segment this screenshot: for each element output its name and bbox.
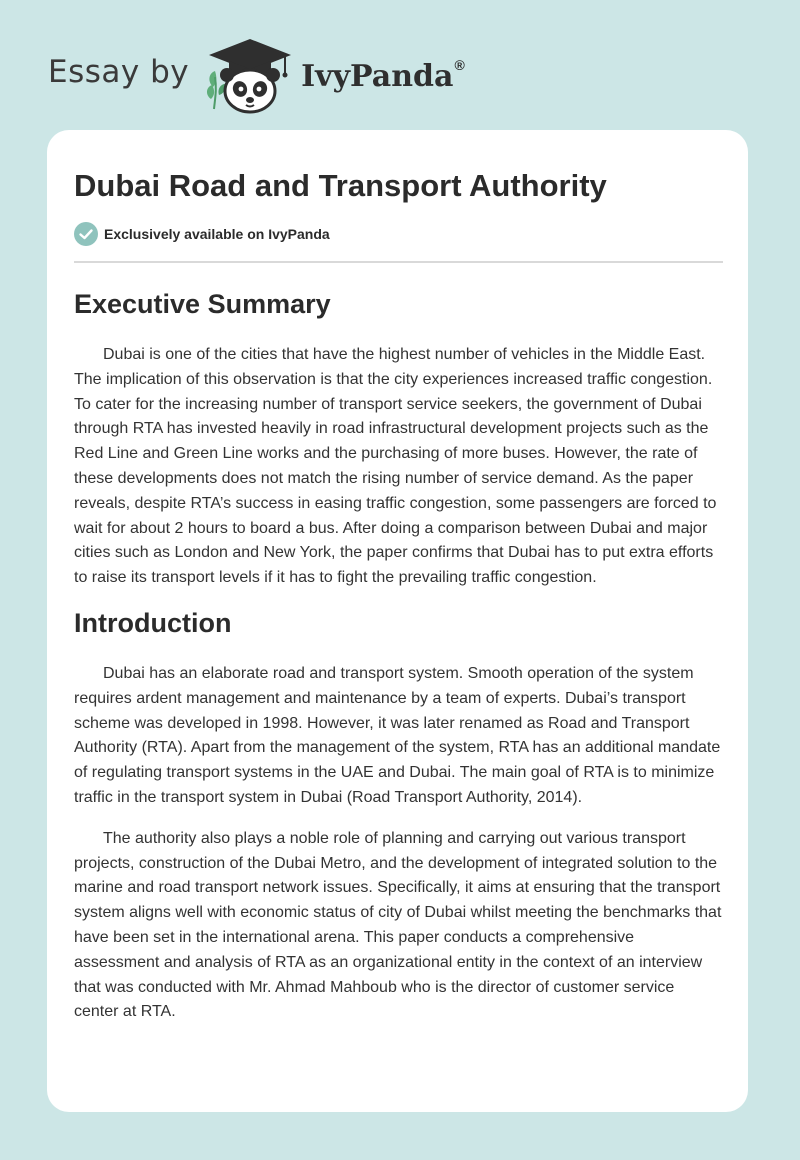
brand-header[interactable] (48, 36, 465, 116)
paragraph: Dubai has an elaborate road and transport system. Smooth operation of the system requires ardent management and maintenance by a team of experts. Dubai’s transport scheme was developed in 1998. However, it was later renamed as Road and Transport Authority (RTA). Apart from the management of the system, RTA has an additional mandate of regulating transport systems in the UAE and Dubai. The main goal of RTA is to minimize traffic in the transport system in Dubai (Road Transport Authority, 2014). (74, 664, 721, 806)
essay-content (74, 280, 723, 1025)
exclusive-badge (74, 222, 330, 246)
paragraph: Dubai is one of the cities that have the highest number of vehicles in the Middle East. The implication of this observation is that the city experiences increased traffic congestion. To cater for the increasing number of transport service seekers, the government of Dubai through RTA has invested heavily in road infrastructural development projects such as the Red Line and Green Line works and the purchasing of more buses. However, the rate of these developments does not match the rising number of service demand. As the paper reveals, despite RTA’s success in easing traffic congestion, some passengers are forced to wait for about 2 hours to board a bus. After doing a comparison between Dubai and major cities such as London and New York, the paper confirms that Dubai has to put extra efforts to raise its transport levels if it has to fight the prevailing traffic congestion. (74, 346, 717, 587)
brand-name-text: IvyPanda (301, 58, 454, 94)
section-heading-introduction: Introduction (74, 607, 232, 638)
registered-mark: ® (454, 56, 465, 73)
section-heading-executive-summary: Executive Summary (74, 289, 331, 319)
paragraph: The authority also plays a noble role of planning and carrying out various transport projects, construction of the Dubai Metro, and the development of integrated solution to the marine and road transport network issues. Specifically, it aims at ensuring that the transport system aligns well with economic status of city of Dubai whilst meeting the benchmarks that have been set in the international arena. This paper conducts a comprehensive assessment and analysis of RTA as an organizational entity in the context of an interview that was conducted with Mr. Ahmad Mahboub who is the director of customer service center at RTA. (74, 829, 722, 1021)
brand-name (301, 56, 465, 94)
divider (74, 261, 723, 263)
page-title: Dubai Road and Transport Authority (74, 168, 607, 203)
panda-logo-icon (205, 37, 295, 115)
brand-prefix: Essay by (48, 54, 190, 90)
exclusive-label: Exclusively available on IvyPanda (104, 226, 330, 242)
check-circle-icon (74, 222, 98, 246)
essay-card (47, 130, 748, 1112)
